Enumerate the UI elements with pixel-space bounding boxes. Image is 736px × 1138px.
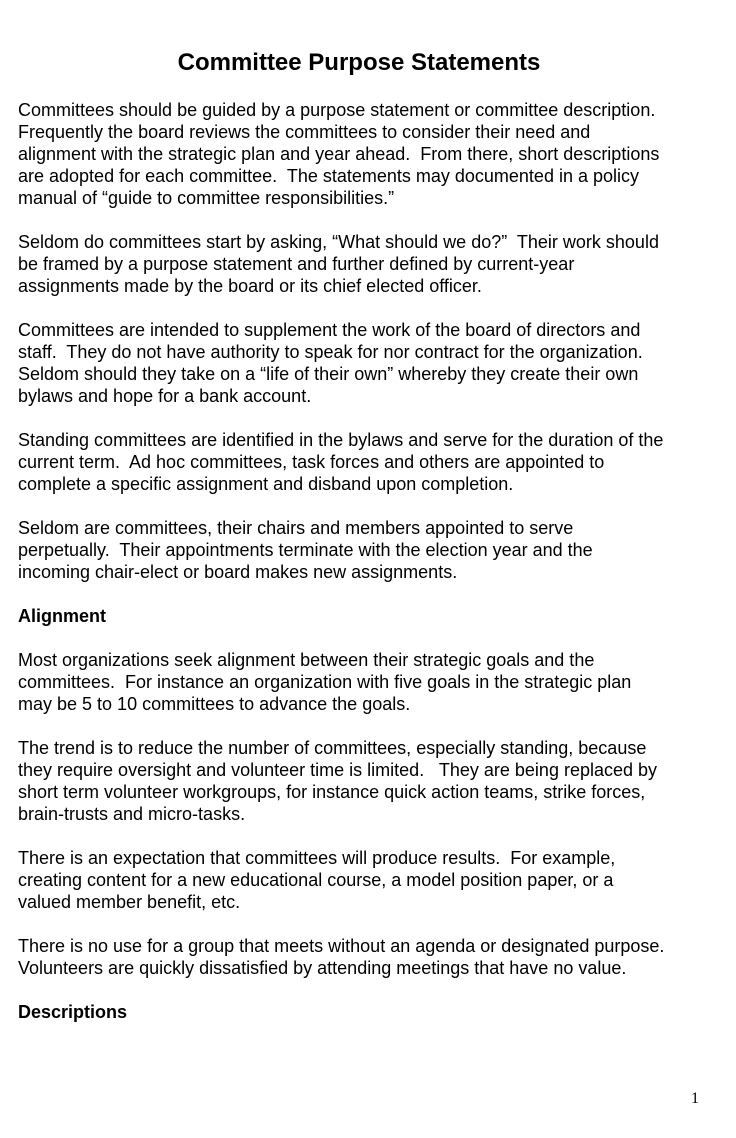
paragraph-line: short term volunteer workgroups, for instance quick action teams, strike forces,: [18, 782, 646, 802]
paragraph-line: Standing committees are identified in the bylaws and serve for the duration of the: [18, 430, 664, 450]
paragraph-line: assignments made by the board or its chief elected officer.: [18, 276, 482, 296]
body-paragraph: [18, 847, 718, 913]
paragraph-line: incoming chair-elect or board makes new assignments.: [18, 562, 458, 582]
paragraph-line: Seldom are committees, their chairs and members appointed to serve: [18, 518, 574, 538]
paragraph-line: There is an expectation that committees will produce results. For example,: [18, 848, 616, 868]
paragraph-line: are adopted for each committee. The statements may documented in a policy: [18, 166, 639, 186]
paragraph-line: manual of “guide to committee responsibilities.”: [18, 188, 395, 208]
paragraph-line: creating content for a new educational course, a model position paper, or a: [18, 870, 614, 890]
paragraph-line: valued member benefit, etc.: [18, 892, 241, 912]
body-paragraph: [18, 319, 718, 407]
paragraph-line: perpetually. Their appointments terminate with the election year and the: [18, 540, 593, 560]
paragraph-line: Seldom should they take on a “life of their own” whereby they create their own: [18, 364, 639, 384]
page-number: 1: [691, 1090, 699, 1107]
paragraph-line: current term. Ad hoc committees, task forces and others are appointed to: [18, 452, 605, 472]
document-body: [18, 99, 718, 1045]
paragraph-line: they require oversight and volunteer time is limited. They are being replaced by: [18, 760, 658, 780]
paragraph-line: Committees should be guided by a purpose statement or committee description.: [18, 100, 656, 120]
section-heading: Descriptions: [18, 1002, 128, 1022]
body-paragraph: [18, 649, 718, 715]
paragraph-line: be framed by a purpose statement and further defined by current-year: [18, 254, 575, 274]
body-paragraph: [18, 737, 718, 825]
body-paragraph: [18, 935, 718, 979]
paragraph-line: Volunteers are quickly dissatisfied by attending meetings that have no value.: [18, 958, 627, 978]
paragraph-line: brain-trusts and micro-tasks.: [18, 804, 246, 824]
paragraph-line: There is no use for a group that meets without an agenda or designated purpose.: [18, 936, 665, 956]
body-paragraph: [18, 429, 718, 495]
paragraph-line: bylaws and hope for a bank account.: [18, 386, 312, 406]
paragraph-line: committees. For instance an organization with five goals in the strategic plan: [18, 672, 632, 692]
paragraph-line: complete a specific assignment and disband upon completion.: [18, 474, 514, 494]
body-paragraph: [18, 517, 718, 583]
paragraph-line: alignment with the strategic plan and year ahead. From there, short descriptions: [18, 144, 660, 164]
paragraph-line: Most organizations seek alignment between their strategic goals and the: [18, 650, 595, 670]
body-paragraph: [18, 231, 718, 297]
paragraph-line: Seldom do committees start by asking, “What should we do?” Their work should: [18, 232, 659, 252]
paragraph-line: may be 5 to 10 committees to advance the goals.: [18, 694, 411, 714]
paragraph-line: The trend is to reduce the number of committees, especially standing, because: [18, 738, 647, 758]
section-heading: Alignment: [18, 606, 106, 626]
page-title: Committee Purpose Statements: [177, 49, 541, 76]
body-paragraph: [18, 99, 718, 209]
paragraph-line: staff. They do not have authority to speak for nor contract for the organization.: [18, 342, 643, 362]
paragraph-line: Frequently the board reviews the committees to consider their need and: [18, 122, 591, 142]
paragraph-line: Committees are intended to supplement the work of the board of directors and: [18, 320, 641, 340]
